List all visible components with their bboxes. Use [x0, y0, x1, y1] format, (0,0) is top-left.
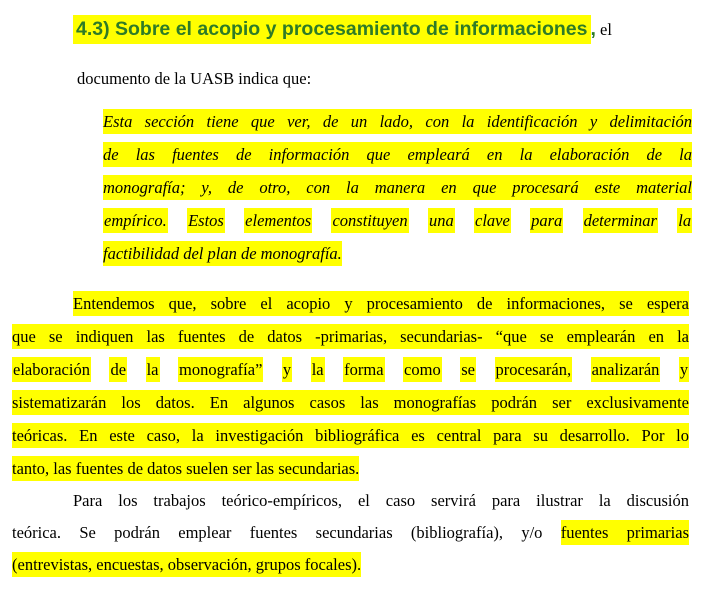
- paragraph-trabajos: [12, 485, 689, 581]
- plain-text: Para los trabajos teórico-empíricos, el caso servirá para ilustrar la discusión: [73, 491, 689, 510]
- para-entendemos-line: [12, 419, 689, 452]
- highlighted-text: factibilidad del plan de monografía.: [103, 241, 342, 266]
- uasb-quote-block: [103, 105, 692, 270]
- quote-line: [103, 105, 692, 138]
- quote-line: [103, 138, 692, 171]
- highlighted-word: elementos: [244, 208, 312, 233]
- highlighted-text: que se indiquen las fuentes de datos -primarias, secundarias- “que se emplearán en la: [12, 324, 689, 349]
- highlighted-word: de: [109, 357, 127, 382]
- highlighted-word: la: [311, 357, 325, 382]
- highlighted-word: como: [403, 357, 442, 382]
- para-entendemos-line: [12, 320, 689, 353]
- section-heading: [73, 15, 705, 45]
- highlighted-word: se: [460, 357, 476, 382]
- highlighted-word: monografía”: [178, 357, 263, 382]
- highlighted-word: constituyen: [331, 208, 408, 233]
- highlighted-text: fuentes primarias: [561, 520, 689, 545]
- document-page: [0, 15, 705, 591]
- para-trabajos-line: [12, 517, 689, 549]
- highlighted-word: clave: [474, 208, 511, 233]
- para-entendemos-line: [12, 287, 689, 320]
- highlighted-text: Entendemos que, sobre el acopio y procesamiento de informaciones, se espera: [73, 291, 689, 316]
- highlighted-text: 4.3) Sobre el acopio y procesamiento de informaciones: [73, 15, 591, 44]
- highlighted-word: la: [146, 357, 160, 382]
- highlighted-word: procesarán,: [495, 357, 573, 382]
- highlighted-word: elaboración: [12, 357, 91, 382]
- quote-line: [103, 204, 692, 237]
- highlighted-text: teóricas. En este caso, la investigación bibliográfica es central para su desarrollo. Por lo: [12, 423, 689, 448]
- highlighted-text: sistematizarán los datos. En algunos casos las monografías podrán ser exclusivamente: [12, 390, 689, 415]
- plain-text: ,: [590, 18, 596, 40]
- para-entendemos-line: [12, 386, 689, 419]
- highlighted-word: una: [428, 208, 455, 233]
- heading-line: [73, 15, 705, 45]
- highlighted-text: Esta sección tiene que ver, de un lado, con la identificación y delimitación: [103, 109, 692, 134]
- plain-text: el: [595, 20, 612, 39]
- intro-text: documento de la UASB indica que:: [77, 69, 312, 88]
- highlighted-text: de las fuentes de información que empleará en la elaboración de la: [103, 142, 692, 167]
- para-entendemos-line: [12, 452, 689, 485]
- highlighted-word: la: [677, 208, 692, 233]
- paragraph-entendemos: [12, 287, 689, 485]
- quote-line: [103, 237, 692, 270]
- highlighted-word: y: [282, 357, 292, 382]
- highlighted-text: monografía; y, de otro, con la manera en que procesará este material: [103, 175, 692, 200]
- quote-line: [103, 171, 692, 204]
- highlighted-word: forma: [343, 357, 384, 382]
- highlighted-word: empírico.: [103, 208, 168, 233]
- para-entendemos-line: [12, 353, 689, 386]
- plain-text: teórica. Se podrán emplear fuentes secundarias (bibliografía), y/o: [12, 523, 561, 542]
- highlighted-word: y: [679, 357, 689, 382]
- highlighted-word: Estos: [187, 208, 225, 233]
- highlighted-text: (entrevistas, encuestas, observación, grupos focales).: [12, 552, 361, 577]
- para-trabajos-line: [12, 549, 689, 581]
- highlighted-word: analizarán: [591, 357, 661, 382]
- highlighted-text: tanto, las fuentes de datos suelen ser las secundarias.: [12, 456, 359, 481]
- highlighted-word: determinar: [583, 208, 658, 233]
- para-trabajos-line: [12, 485, 689, 517]
- highlighted-word: para: [530, 208, 563, 233]
